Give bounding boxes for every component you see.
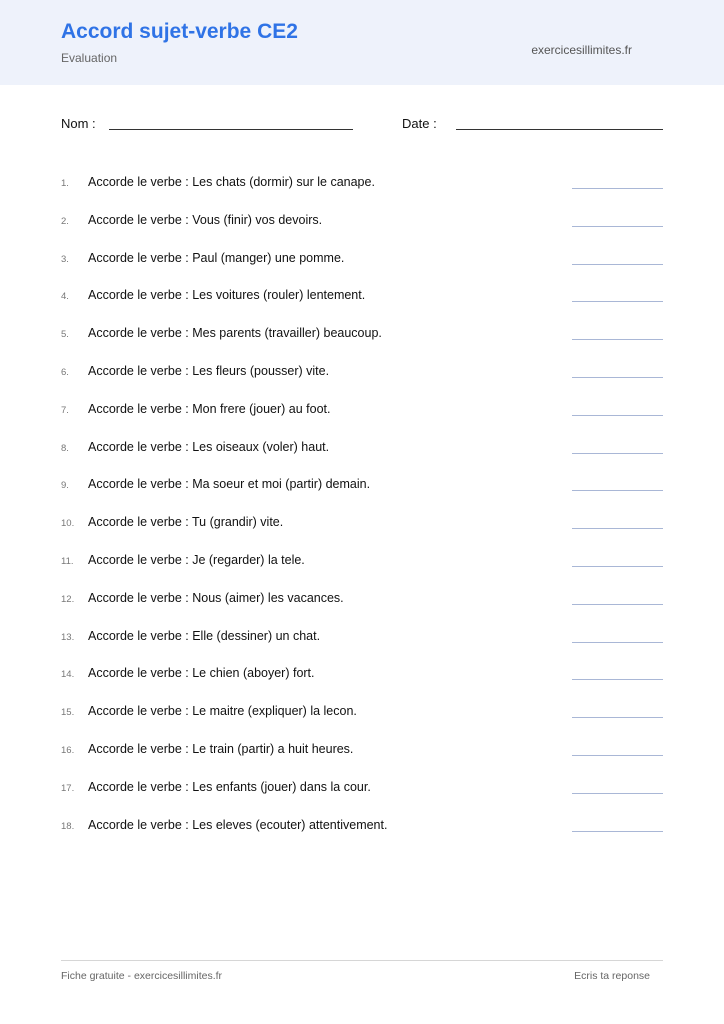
name-label: Nom : xyxy=(61,116,96,131)
question-text: Accorde le verbe : Ma soeur et moi (partir) demain. xyxy=(88,477,371,492)
answer-line[interactable] xyxy=(572,264,663,265)
question-item xyxy=(0,353,724,391)
question-item xyxy=(0,466,724,504)
question-text: Accorde le verbe : Je (regarder) la tele. xyxy=(88,552,305,567)
name-field[interactable] xyxy=(109,129,353,130)
question-item xyxy=(0,580,724,618)
question-item xyxy=(0,391,724,429)
question-item xyxy=(0,731,724,769)
answer-line[interactable] xyxy=(572,604,663,605)
footer-divider xyxy=(61,960,663,961)
answer-line[interactable] xyxy=(572,377,663,378)
question-item xyxy=(0,277,724,315)
question-text: Accorde le verbe : Les fleurs (pousser) vite. xyxy=(88,363,330,378)
question-item xyxy=(0,618,724,656)
question-item xyxy=(0,693,724,731)
question-number: 13. xyxy=(61,631,75,643)
answer-line[interactable] xyxy=(572,490,663,491)
answer-line[interactable] xyxy=(572,188,663,189)
question-item xyxy=(0,504,724,542)
answer-line[interactable] xyxy=(572,528,663,529)
question-text: Accorde le verbe : Les eleves (ecouter) attentivement. xyxy=(88,817,388,832)
question-number: 14. xyxy=(61,669,75,681)
question-item xyxy=(0,315,724,353)
date-field[interactable] xyxy=(456,129,663,130)
answer-line[interactable] xyxy=(572,566,663,567)
question-text: Accorde le verbe : Mes parents (travailler) beaucoup. xyxy=(88,326,382,341)
question-text: Accorde le verbe : Le maitre (expliquer) la lecon. xyxy=(88,704,357,719)
question-item xyxy=(0,240,724,278)
question-item xyxy=(0,807,724,845)
answer-line[interactable] xyxy=(572,679,663,680)
answer-line[interactable] xyxy=(572,642,663,643)
page-title: Accord sujet-verbe CE2 xyxy=(61,20,298,43)
question-item xyxy=(0,429,724,467)
answer-line[interactable] xyxy=(572,717,663,718)
question-number: 18. xyxy=(61,820,75,832)
question-item xyxy=(0,202,724,240)
question-number: 15. xyxy=(61,707,75,719)
question-number: 11. xyxy=(61,555,74,567)
footer-left-text: Fiche gratuite - exercicesillimites.fr xyxy=(61,970,223,982)
question-text: Accorde le verbe : Les chats (dormir) sur le canape. xyxy=(88,175,375,189)
question-text: Accorde le verbe : Nous (aimer) les vacances. xyxy=(88,590,344,605)
question-number: 4. xyxy=(61,291,69,303)
question-text: Accorde le verbe : Le chien (aboyer) fort. xyxy=(88,666,315,681)
question-text: Accorde le verbe : Tu (grandir) vite. xyxy=(88,515,284,530)
page-header xyxy=(0,0,724,85)
question-number: 9. xyxy=(61,480,69,492)
question-item xyxy=(0,655,724,693)
question-number: 12. xyxy=(61,593,75,605)
question-number: 2. xyxy=(61,215,69,227)
question-number: 5. xyxy=(61,329,69,341)
question-item xyxy=(0,164,724,202)
site-name: exercicesillimites.fr xyxy=(531,43,632,57)
answer-line[interactable] xyxy=(572,755,663,756)
question-item xyxy=(0,769,724,807)
question-text: Accorde le verbe : Le train (partir) a huit heures. xyxy=(88,741,354,756)
page-subtitle: Evaluation xyxy=(61,51,118,65)
question-text: Accorde le verbe : Les enfants (jouer) dans la cour. xyxy=(88,779,371,794)
question-number: 7. xyxy=(61,404,69,416)
question-text: Accorde le verbe : Les oiseaux (voler) haut. xyxy=(88,439,330,454)
question-item xyxy=(0,542,724,580)
question-number: 6. xyxy=(61,366,69,378)
question-number: 10. xyxy=(61,518,75,530)
question-number: 8. xyxy=(61,442,69,454)
answer-line[interactable] xyxy=(572,415,663,416)
question-number: 3. xyxy=(61,253,69,265)
answer-line[interactable] xyxy=(572,301,663,302)
date-label: Date : xyxy=(402,116,437,131)
question-number: 17. xyxy=(61,782,75,794)
question-number: 16. xyxy=(61,744,75,756)
answer-line[interactable] xyxy=(572,793,663,794)
question-text: Accorde le verbe : Les voitures (rouler) lentement. xyxy=(88,288,366,303)
footer-right-text: Ecris ta reponse xyxy=(574,970,650,982)
answer-line[interactable] xyxy=(572,831,663,832)
answer-line[interactable] xyxy=(572,453,663,454)
question-text: Accorde le verbe : Elle (dessiner) un chat. xyxy=(88,628,321,643)
question-list xyxy=(0,164,724,844)
answer-line[interactable] xyxy=(572,226,663,227)
question-text: Accorde le verbe : Mon frere (jouer) au foot. xyxy=(88,401,331,416)
question-text: Accorde le verbe : Paul (manger) une pomme. xyxy=(88,250,345,265)
question-text: Accorde le verbe : Vous (finir) vos devoirs. xyxy=(88,212,323,227)
answer-line[interactable] xyxy=(572,339,663,340)
question-number: 1. xyxy=(61,178,69,189)
